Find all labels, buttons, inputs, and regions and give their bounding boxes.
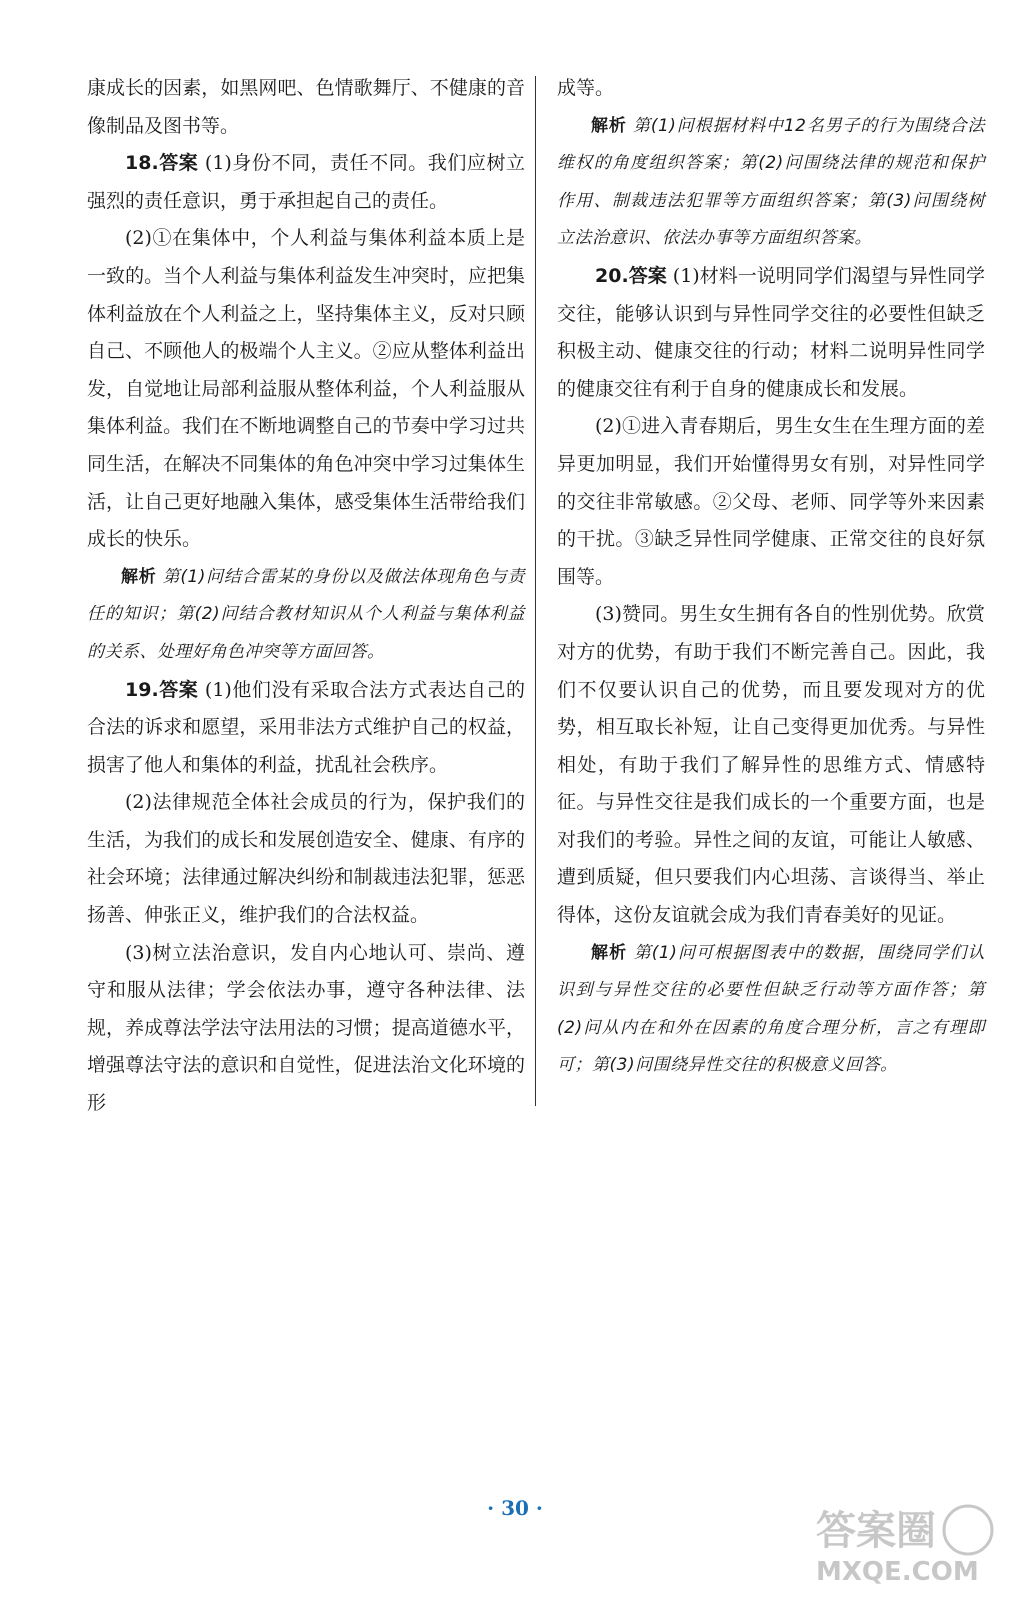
q19-answer-3: (3)树立法治意识，发自内心地认可、崇尚、遵守和服从法律；学会依法办事，遵守各种法律、法规，养成尊法学法守法用法的习惯；提高道德水平，增强尊法守法的意识和自觉性，促进法治文化环境的形: [87, 941, 525, 1115]
q20-answer-2: (2)①进入青春期后，男生女生在生理方面的差异更加明显，我们开始懂得男女有别，对异性同学的交往非常敏感。②父母、老师、同学等外来因素的干扰。③缺乏异性同学健康、正常交往的良好氛围等。: [557, 415, 985, 588]
watermark-logo-icon: [808, 1500, 1004, 1586]
q19-answer-label: 答案: [158, 678, 199, 701]
q19-answer-2: (2)法律规范全体社会成员的行为，保护我们的生活，为我们的成长和发展创造安全、健康、有序的社会环境；法律通过解决纠纷和制裁违法犯罪，惩恶扬善、伸张正义，维护我们的合法权益。: [87, 791, 525, 927]
q20-analysis: [557, 935, 985, 1085]
watermark-logo-text: 答案圈: [816, 1508, 936, 1554]
q18-analysis-label: 解析: [121, 566, 157, 587]
q20-answer-1: [557, 258, 985, 408]
continued-paragraph: 康成长的因素，如黑网吧、色情歌舞厅、不健康的音像制品及图书等。: [87, 77, 525, 137]
page-number: · 30 ·: [487, 1496, 543, 1520]
q18-answer-label: 答案: [158, 152, 199, 175]
q20-answer-3: (3)赞同。男生女生拥有各自的性别优势。欣赏对方的优势，有助于我们不断完善自己。因此，我们不仅要认识自己的优势，而且要发现对方的优势，相互取长补短，让自己变得更加优秀。与异性相处，有助于我们了解异性的思维方式、情感特征。与异性交往是我们成长的一个重要方面，也是对我们的考验。异性之间的友谊，可能让人敏感、遭到质疑，但只要我们内心坦荡、言谈得当、举止得体，这份友谊就会成为我们青春美好的见证。: [557, 603, 985, 927]
q19-analysis-text: 第(1)问根据材料中12名男子的行为围绕合法维权的角度组织答案；第(2)问围绕法律的规范和保护作用、制裁违法犯罪等方面组织答案；第(3)问围绕树立法治意识、依法办事等方面组织答案。: [557, 115, 986, 249]
q19-analysis: [557, 108, 985, 258]
right-column: [557, 70, 985, 1085]
q20-answer-1-text: (1)材料一说明同学们渴望与异性同学交往，能够认识到与异性同学交往的必要性但缺乏积极主动、健康交往的行动；材料二说明异性同学的健康交往有利于自身的健康成长和发展。: [557, 264, 985, 400]
continued-paragraph-right: 成等。: [557, 77, 615, 99]
q18-number: 18.: [125, 152, 159, 175]
q18-answer-1: [87, 145, 525, 220]
q20-answer-label: 答案: [628, 264, 667, 287]
column-divider: [535, 76, 536, 1106]
q18-analysis: [87, 559, 525, 672]
q19-answer-1-text: (1)他们没有采取合法方式表达自己的合法的诉求和愿望，采用非法方式维护自己的权益，损害了他人和集体的利益，扰乱社会秩序。: [87, 678, 525, 776]
q20-analysis-text: 第(1)问可根据图表中的数据，围绕同学们认识到与异性交往的必要性但缺乏行动等方面作答；第(2)问从内在和外在因素的角度合理分析，言之有理即可；第(3)问围绕异性交往的积极意义回答。: [557, 942, 985, 1076]
q19-number: 19.: [125, 678, 159, 701]
q20-number: 20.: [595, 264, 629, 287]
q19-analysis-label: 解析: [591, 115, 627, 136]
q19-answer-1: [87, 672, 525, 785]
q18-analysis-text: 第(1)问结合雷某的身份以及做法体现角色与责任的知识；第(2)问结合教材知识从个人利益与集体利益的关系、处理好角色冲突等方面回答。: [87, 566, 526, 662]
q18-answer-1-text: (1)身份不同，责任不同。我们应树立强烈的责任意识，勇于承担起自己的责任。: [87, 152, 525, 212]
left-column: [87, 70, 525, 1123]
q18-answer-2: (2)①在集体中，个人利益与集体利益本质上是一致的。当个人利益与集体利益发生冲突时，应把集体利益放在个人利益之上，坚持集体主义，反对只顾自己、不顾他人的极端个人主义。②应从整体利益出发，自觉地让局部利益服从整体利益，个人利益服从集体利益。我们在不断地调整自己的节奏中学习过共同生活，在解决不同集体的角色冲突中学习过集体生活，让自己更好地融入集体，感受集体生活带给我们成长的快乐。: [87, 227, 525, 551]
watermark-site-text: MXQE.COM: [816, 1557, 979, 1586]
q20-analysis-label: 解析: [591, 942, 628, 963]
